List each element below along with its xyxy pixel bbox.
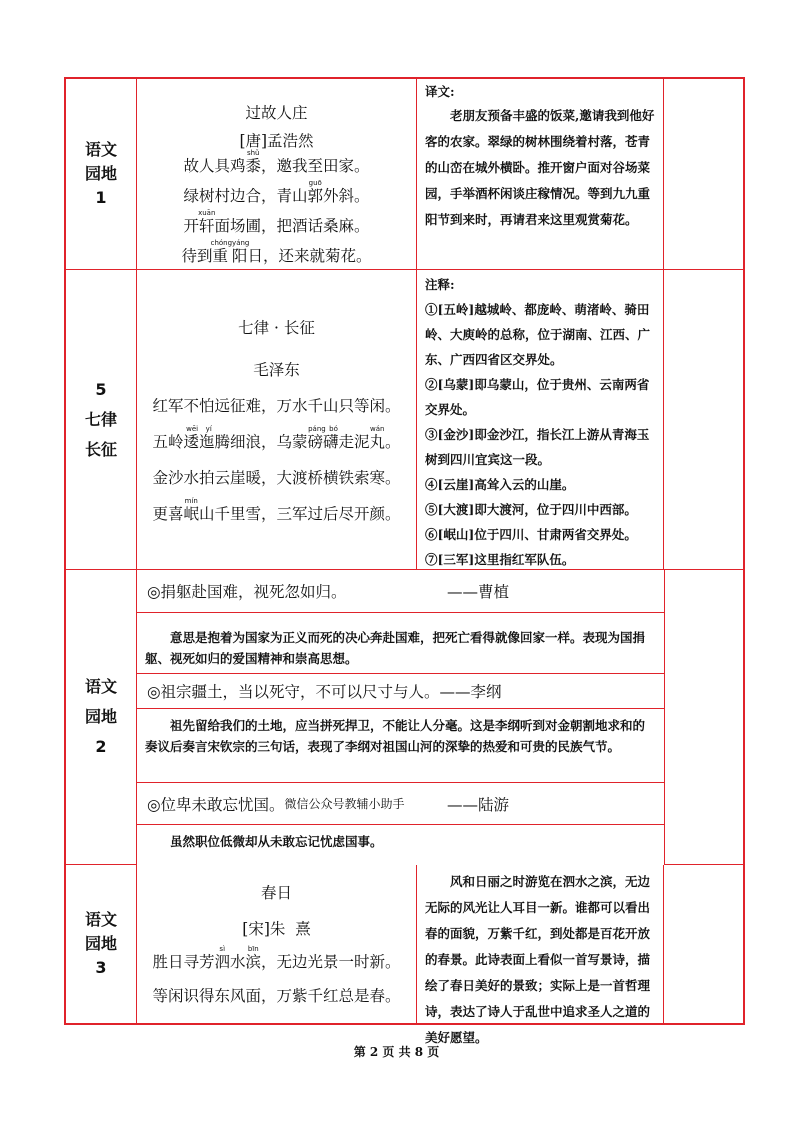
note-item: ④[云崖]高耸入云的山崖。 [425, 477, 575, 492]
poem-lines [137, 388, 416, 532]
poem-line [137, 460, 416, 496]
translation-text: 老朋友预备丰盛的饭菜,邀请我到他好客的农家。翠绿的树林围绕着村落，苍青的山峦在城外横卧。推开窗户面对谷场菜园，手举酒杯闲谈庄稼情况。等到九九重阳节到来时，再请君来这里观赏菊花。 [425, 108, 655, 227]
annotated-character: 黍shǔ [245, 149, 261, 175]
pinyin: xuān [198, 209, 216, 217]
poem-text: ，无边光景一时新。 [261, 953, 401, 971]
quotes-list [137, 570, 664, 863]
row-label: 语文 园地 1 [66, 79, 137, 270]
poem-cell [137, 270, 417, 570]
poem-line [137, 424, 416, 460]
poem-lines [137, 149, 416, 269]
notes-list [425, 297, 655, 572]
poem-text: 山千里雪，三军过后尽开颜。 [199, 505, 401, 523]
annotated-character: 重阳chóngyáng [210, 239, 250, 265]
annotated-character: 逶迤wēi yí [183, 425, 215, 451]
poem-text: 水 [229, 953, 246, 971]
pinyin: wēi yí [183, 425, 215, 433]
poem-text: 金沙水拍云崖暖，大渡桥横铁索寒。 [152, 469, 401, 487]
poem-text: 红军不怕远征难，万水千山只等闲。 [152, 397, 401, 415]
quote-author: ——曹植 [447, 583, 510, 601]
row-label: 5 七律 长征 [66, 270, 137, 570]
note-item: ②[乌蒙]即乌蒙山，位于贵州、云南两省交界处。 [425, 377, 650, 417]
poem-text: 更喜 [152, 505, 184, 523]
quote-explanation: 祖先留给我们的土地，应当拼死捍卫，不能让人分毫。这是李纲听到对金朝割地求和的奏议后奏言宋钦宗的三句话，表现了李纲对祖国山河的深挚的热爱和可贵的民族气节。 [137, 709, 664, 783]
note-item: ⑤[大渡]即大渡河，位于四川中西部。 [425, 502, 637, 517]
quote-explanation: 意思是抱着为国家为正义而死的决心奔赴国难，把死亡看得就像回家一样。表现为国捐躯、视死如归的爱国精神和崇高思想。 [137, 613, 664, 674]
poem-text: 胜日寻芳 [152, 953, 215, 971]
annotated-character: 岷mín [183, 497, 199, 523]
poem-text: 五岭 [152, 433, 184, 451]
lesson-table [64, 77, 745, 1045]
poem-author: [唐]孟浩然 [239, 132, 314, 150]
poem-text: ，邀我至田家。 [261, 157, 370, 175]
poem-lines [137, 945, 416, 1013]
annotated-character: 轩xuān [198, 209, 216, 235]
poem-line [137, 979, 416, 1013]
quote-line [137, 570, 664, 613]
annotated-character: 泗sì [214, 945, 230, 971]
translation-cell [417, 79, 664, 270]
poem-title: 春日 [260, 884, 292, 902]
poem-line [137, 149, 416, 179]
blank-cell [664, 79, 745, 270]
quote-explanation: 虽然职位低微却从未敢忘记忧虑国事。 [170, 834, 383, 849]
appreciation-cell [417, 865, 664, 1045]
poem-line [137, 388, 416, 424]
quote-author: ——陆游 [447, 795, 510, 814]
poem-text: 。 [385, 433, 401, 451]
poem-line [137, 179, 416, 209]
pinyin: páng bó [307, 425, 339, 433]
poem-title: 七律 · 长征 [238, 319, 315, 337]
quote-text: ◎捐躯赴国难，视死忽如归。 [147, 583, 347, 601]
poem-text: 故人具鸡 [183, 157, 246, 175]
poem-author: 毛泽东 [253, 361, 300, 379]
note-heading: 注释: [425, 277, 455, 292]
poem-line [137, 945, 416, 979]
poem-text: 开 [183, 217, 199, 235]
quote-text: ◎祖宗疆土，当以死守，不可以尺寸与人。 [147, 683, 440, 701]
poem-text: 腾细浪，乌蒙 [214, 433, 308, 451]
pinyin: sì [214, 945, 230, 953]
poem-text: 待到 [181, 247, 213, 265]
annotated-character: 丸wán [369, 425, 386, 451]
annotated-character: 磅礴páng bó [307, 425, 339, 451]
watermark-text: 微信公众号教辅小助手 [284, 797, 405, 811]
poem-text: 等闲识得东风面，万紫千红总是春。 [152, 987, 401, 1005]
quote-author: ——李纲 [439, 683, 502, 701]
poem-text: 面场圃，把酒话桑麻。 [214, 217, 370, 235]
quotes-cell [137, 570, 664, 865]
appreciation-text: 风和日丽之时游览在泗水之滨，无边无际的风光让人耳目一新。谁都可以看出春的面貌，万紫千红，到处都是百花开放的春景。此诗表面上看似一首写景诗，描绘了春日美好的景致；实际上是一首哲理诗，表达了诗人于乱世中追求圣人之道的美好愿望。 [425, 874, 651, 1045]
page-number: 第 2 页 共 8 页 [353, 1045, 440, 1059]
poem-text: 绿树村边合，青山 [183, 187, 308, 205]
poem-line [137, 209, 416, 239]
poem-text: 走泥 [338, 433, 370, 451]
poem-cell [137, 79, 417, 270]
notes-cell [417, 270, 664, 570]
pinyin: chóngyáng [210, 239, 250, 247]
note-item: ③[金沙]即金沙江，指长江上游从青海玉树到四川宜宾这一段。 [425, 427, 650, 467]
poem-line [137, 239, 416, 269]
poem-title: 过故人庄 [245, 104, 308, 122]
poem-line [137, 496, 416, 532]
note-item: ⑦[三军]这里指红军队伍。 [425, 552, 575, 567]
blank-cell [664, 270, 745, 570]
poem-author: [宋]朱 熹 [242, 920, 311, 938]
blank-cell [664, 570, 745, 865]
quote-line [137, 674, 664, 709]
blank-cell [664, 865, 745, 1023]
pinyin: wán [369, 425, 386, 433]
row-label: 语文 园地 2 [66, 570, 137, 865]
pinyin: shǔ [245, 149, 261, 157]
row-label: 语文 园地 3 [66, 865, 137, 1023]
quote-text: ◎位卑未敢忘忧国。 [147, 795, 285, 814]
note-heading: 译文: [425, 84, 455, 99]
annotated-character: 滨bīn [245, 945, 262, 971]
annotated-character: 郭guō [307, 179, 323, 205]
poem-text: 日，还来就菊花。 [247, 247, 372, 265]
pinyin: guō [307, 179, 323, 187]
quote-line [137, 783, 664, 825]
pinyin: mín [183, 497, 199, 505]
note-item: ⑥[岷山]位于四川、甘肃两省交界处。 [425, 527, 637, 542]
poem-cell [137, 865, 417, 1023]
poem-text: 外斜。 [323, 187, 370, 205]
pinyin: bīn [245, 945, 262, 953]
note-item: ①[五岭]越城岭、都庞岭、萌渚岭、骑田岭、大庾岭的总称，位于湖南、江西、广东、广西四省区交界处。 [425, 302, 651, 367]
